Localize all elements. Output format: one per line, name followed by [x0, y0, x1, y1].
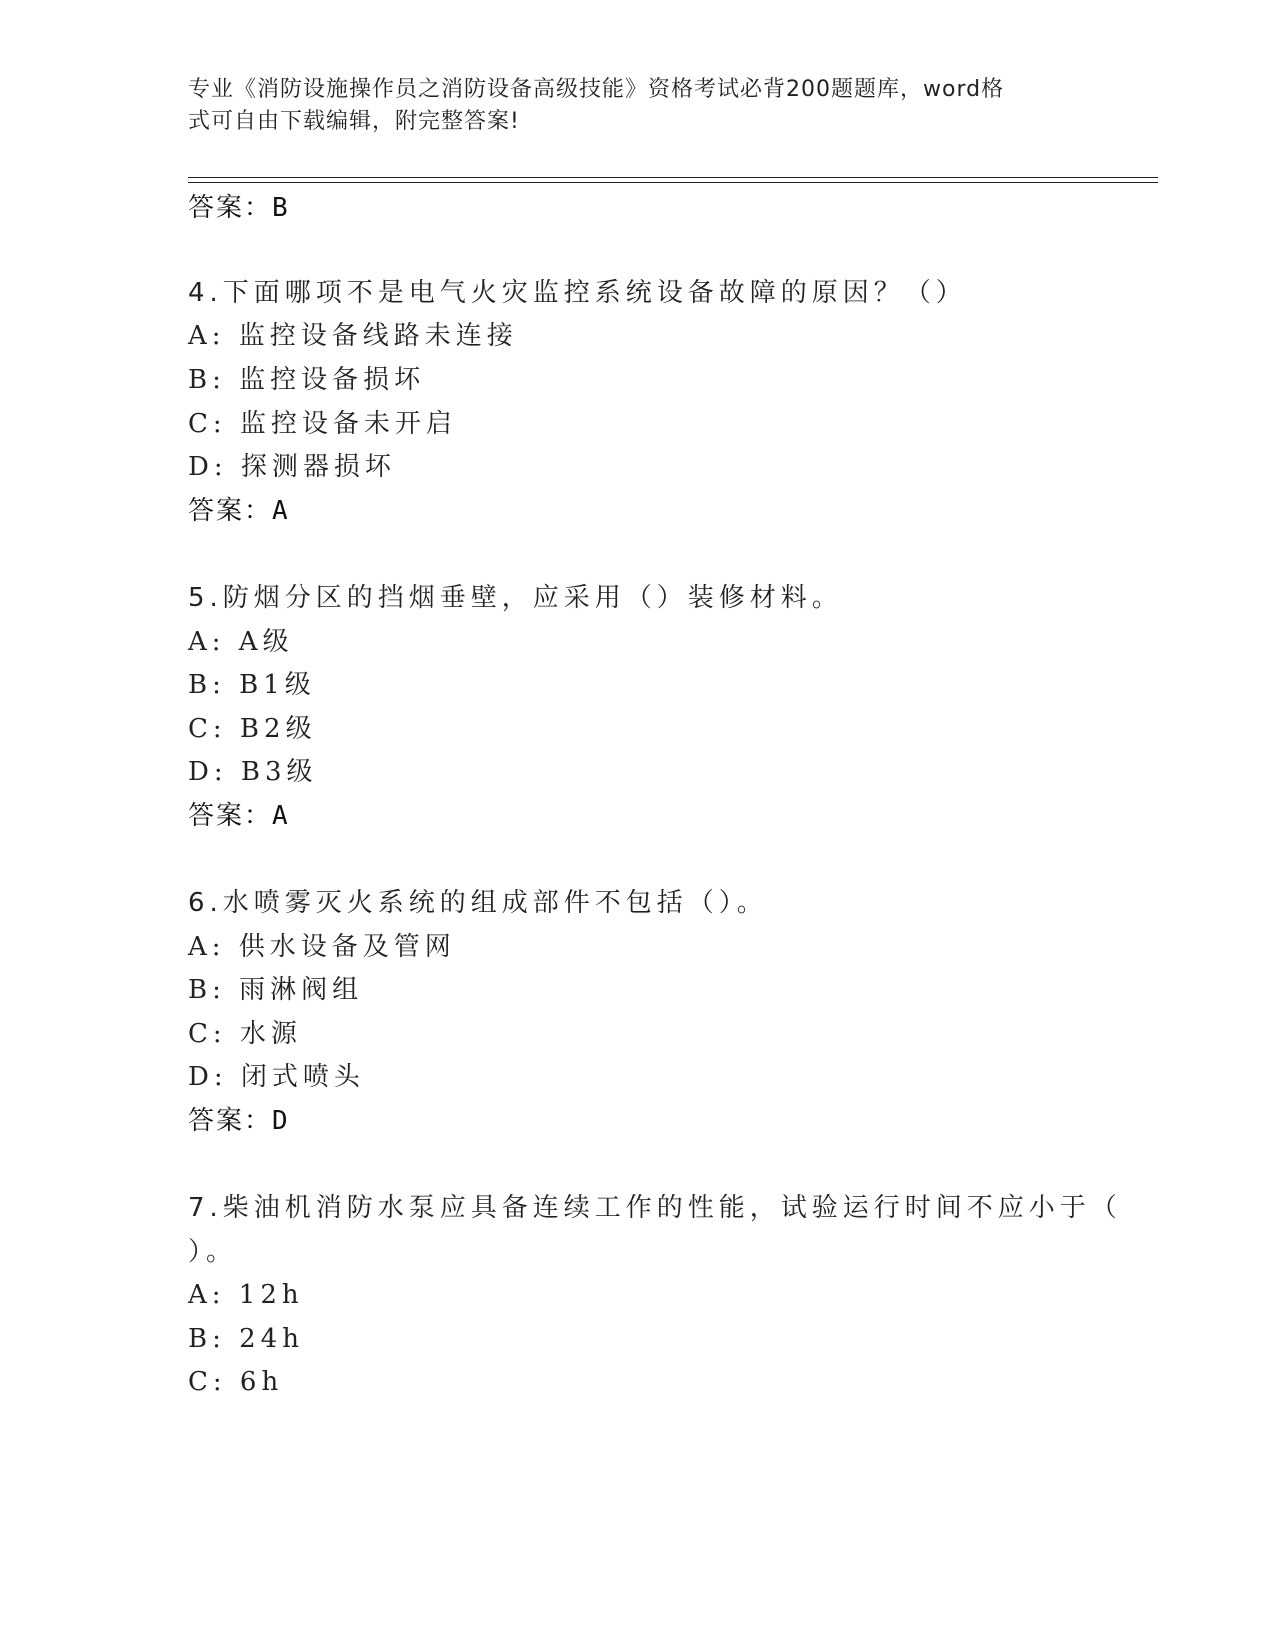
header-divider-top	[188, 177, 1158, 178]
q5-option-a: A: A级	[188, 627, 294, 657]
header-line-1: 专业《消防设施操作员之消防设备高级技能》资格考试必背200题题库，word格	[188, 77, 1005, 102]
q5-option-b: B: B1级	[188, 670, 316, 700]
q7-option-b: B: 24h	[188, 1324, 304, 1354]
q6-question: 6.水喷雾灭火系统的组成部件不包括（）。	[188, 888, 768, 918]
q5-option-d: D: B3级	[188, 757, 318, 787]
q6-option-b: B: 雨淋阀组	[188, 975, 364, 1005]
q4-option-a: A: 监控设备线路未连接	[188, 321, 518, 351]
q5-question: 5.防烟分区的挡烟垂壁，应采用（）装修材料。	[188, 583, 843, 613]
document-header	[188, 74, 1068, 138]
header-divider-bottom	[188, 182, 1158, 183]
q4-answer: 答案：A	[188, 496, 290, 526]
q4-option-c: C: 监控设备未开启	[188, 409, 457, 439]
q4-option-d: D: 探测器损坏	[188, 452, 396, 482]
q6-option-a: A: 供水设备及管网	[188, 932, 456, 962]
header-line-2: 式可自由下载编辑，附完整答案!	[188, 109, 520, 134]
q6-answer: 答案：D	[188, 1106, 290, 1136]
q4-question: 4.下面哪项不是电气火灾监控系统设备故障的原因？（）	[188, 278, 967, 308]
q6-option-c: C: 水源	[188, 1019, 302, 1049]
q5-answer: 答案：A	[188, 801, 290, 831]
q5-option-c: C: B2级	[188, 714, 317, 744]
q3-answer: 答案：B	[188, 193, 290, 223]
q6-option-d: D: 闭式喷头	[188, 1062, 365, 1092]
q7-question-line-2: ）。	[188, 1237, 238, 1267]
q7-option-c: C: 6h	[188, 1367, 284, 1397]
q7-question-line-1: 7.柴油机消防水泵应具备连续工作的性能，试验运行时间不应小于（	[188, 1193, 1122, 1223]
q4-option-b: B: 监控设备损坏	[188, 365, 426, 395]
q7-option-a: A: 12h	[188, 1280, 304, 1310]
